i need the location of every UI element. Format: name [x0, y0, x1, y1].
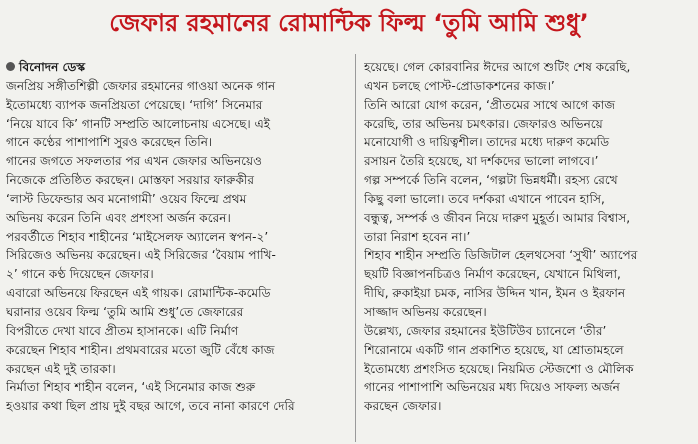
- body-text-line: মনোযোগী ও দায়িত্বশীল। তাদের মধ্যে দারুণ কমেডি: [364, 135, 610, 150]
- body-text-line: নির্মাতা শিহাব শাহীন বলেন, ‘এই সিনেমার কাজ শুরু: [6, 380, 256, 395]
- body-text-line: ইতোমধ্যে প্রশংসিত হয়েছে। নিয়মিত স্টেজশো ও মৌলিক: [364, 361, 634, 376]
- body-text-line: গল্প সম্পর্কে তিনি বলেন, ‘গল্পটা ভিন্নধর্মী। রহস্য রেখে: [364, 173, 618, 188]
- body-text-line: অভিনয় করেন তিনি এবং প্রশংসা অর্জন করেন।: [6, 210, 231, 225]
- body-text-line: গানে কণ্ঠের পাশাপাশি সুরও করেছেন তিনি।: [6, 135, 213, 150]
- body-text-line: বন্ধুত্ব, সম্পর্ক ও জীবন নিয়ে দারুণ মুহূর্ত। আমার বিশ্বাস,: [364, 210, 631, 225]
- body-text-line: শিহাব শাহীন সম্প্রতি ডিজিটাল হেলথসেবা ‘সুখী’ অ্যাপের: [364, 248, 638, 263]
- body-text-line: ‘নিয়ে যাবে কি’ গানটি সম্প্রতি আলোচনায় এসেছে। এই: [6, 116, 271, 131]
- body-text-line: সাজ্জাদ অভিনয় করেছেন।: [364, 304, 487, 319]
- body-text-line: করছেন এই দুই তারকা।: [6, 361, 116, 376]
- body-text-line: করেছেন শিহাব শাহীন। প্রথমবারের মতো জুটি বেঁধে কাজ: [6, 342, 275, 357]
- body-text-line: করছেন জেফার।: [364, 399, 442, 414]
- body-text-line: হয়েছে। গেল কোরবানির ঈদের আগে শুটিং শেষ করেছি,: [364, 60, 631, 74]
- byline-text: বিনোদন ডেস্ক: [19, 60, 86, 74]
- body-text-line: তিনি আরো যোগ করেন, ‘প্রীতমের সাথে আগে কাজ: [364, 97, 616, 112]
- body-text-line: ‘লাস্ট ডিফেন্ডার অব মনোগামী’ ওয়েব ফিল্মে প্রথম: [6, 191, 247, 206]
- body-text-line: উল্লেখ্য, জেফার রহমানের ইউটিউব চ্যানেলে ‘তীর’: [364, 323, 607, 338]
- column-divider: [355, 54, 356, 442]
- bullet-icon: [6, 62, 15, 71]
- article-column-right: [364, 58, 694, 442]
- body-text-line: রসায়ন তৈরি হয়েছে, যা দর্শকদের ভালো লাগবে।’: [364, 154, 599, 169]
- body-text-line: এবারো অভিনয়ে ফিরছেন এই গায়ক। রোমান্টিক-কমেডি: [6, 286, 271, 301]
- body-text-line: বিপরীতে দেখা যাবে প্রীতম হাসানকে। এটি নির্মাণ: [6, 323, 239, 338]
- headline: জেফার রহমানের রোমান্টিক ফিল্ম ‘তুমি আমি শুধু’: [109, 9, 589, 37]
- body-text-line: কিছু বলা ভালো। তবে দর্শকরা এখানে পাবেন হাসি,: [364, 191, 605, 206]
- body-text-line: ঘরানার ওয়েব ফিল্ম ‘তুমি আমি শুধু’তে জেফারের: [6, 304, 244, 319]
- left-column-text: [6, 77, 348, 416]
- body-text-line: হওয়ার কথা ছিল প্রায় দুই বছর আগে, তবে নানা কারণে দেরি: [6, 399, 295, 414]
- body-text-line: সিরিজেও অভিনয় করেছেন। এই সিরিজের ‘বৈয়াম পাখি-: [6, 248, 276, 263]
- article-column-left: [6, 58, 348, 442]
- body-text-line: তারা নিরাশ হবেন না।’: [364, 229, 471, 244]
- byline: [6, 58, 348, 77]
- right-column-text: [364, 58, 694, 416]
- body-text-line: শিরোনামে একটি গান প্রকাশিত হয়েছে, যা শ্রোতামহলে: [364, 342, 624, 357]
- body-text-line: ২’ গানে কণ্ঠ দিয়েছেন জেফার।: [6, 267, 154, 282]
- body-text-line: জনপ্রিয় সঙ্গীতশিল্পী জেফার রহমানের গাওয়া অনেক গান: [6, 78, 276, 93]
- body-text-line: নিজেকে প্রতিষ্ঠিত করছেন। মোস্তফা সরয়ার ফারুকীর: [6, 173, 255, 188]
- body-text-line: করেছি, তার অভিনয় চমৎকার। জেফারও অভিনয়ে: [364, 116, 603, 131]
- body-text-line: ইতোমধ্যে ব্যাপক জনপ্রিয়তা পেয়েছে। ‘দাগি’ সিনেমার: [6, 97, 263, 112]
- body-text-line: গানের জগতে সফলতার পর এখন জেফার অভিনয়েও: [6, 154, 262, 169]
- body-text-line: দীঘি, রুকাইয়া চমক, নাসির উদ্দিন খান, ইমন ও ইরফান: [364, 286, 626, 301]
- body-text-line: পরবর্তীতে শিহাব শাহীনের ‘মাইসেলফ অ্যালেন স্বপন-২’: [6, 229, 269, 244]
- body-text-line: এখন চলছে পোস্ট-প্রোডাকশনের কাজ।’: [364, 78, 555, 93]
- body-text-line: ছয়টি বিজ্ঞাপনচিত্রও নির্মাণ করেছেন, যেখানে মিথিলা,: [364, 267, 621, 282]
- body-text-line: গানের পাশাপাশি অভিনয়ের মধ্য দিয়েও সাফল্য অর্জন: [364, 380, 620, 395]
